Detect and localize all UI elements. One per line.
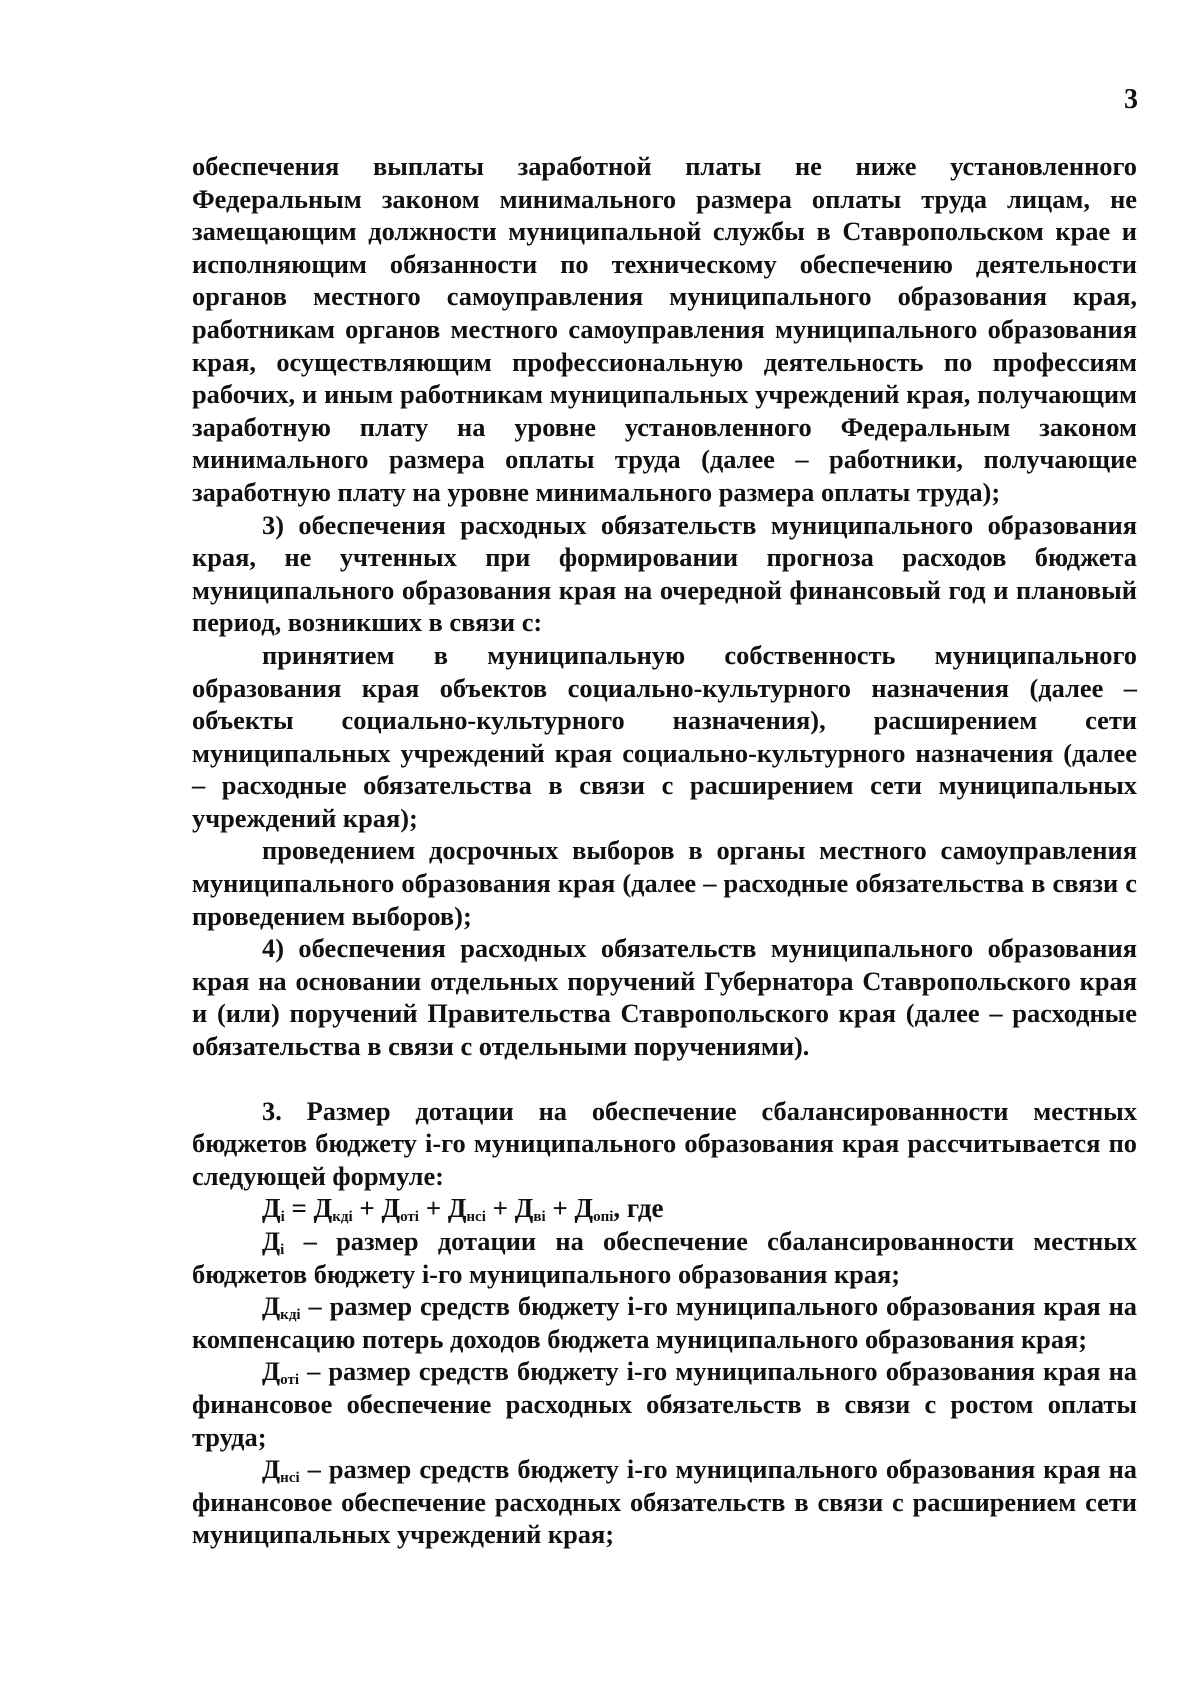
formula-term-5: Д: [574, 1193, 594, 1224]
formula-lhs: Д: [262, 1193, 281, 1224]
definition-text: – размер средств бюджету i-го муниципального образования края на финансовое обеспечение расходных обязательств в связи с ростом оплаты труда;: [192, 1356, 1137, 1452]
paragraph-subitem-social: принятием в муниципальную собственность муниципального образования края объектов социально-культурного назначения (далее – объекты социально-культурного назначения), расширением сети муниципальных учреждений края социально-культурного назначения (далее – расходные обязательства в связи с расширением сети муниципальных учреждений края);: [192, 639, 1137, 833]
definition-symbol: Д: [262, 1356, 281, 1387]
definition-di: [192, 1225, 1137, 1290]
definition-dkdi: [192, 1290, 1137, 1355]
paragraph-item-3: 3) обеспечения расходных обязательств муниципального образования края, не учтенных при формировании прогноза расходов бюджета муниципального образования края на очередной финансовый год и плановый период, возникших в связи с:: [192, 509, 1137, 638]
definition-symbol: Д: [262, 1226, 281, 1256]
formula-term-2: Д: [381, 1193, 401, 1224]
page-number: 3: [1124, 84, 1138, 115]
definition-symbol: Д: [262, 1454, 281, 1485]
definition-dnsi: [192, 1453, 1137, 1551]
formula: [192, 1192, 1137, 1225]
formula-plus: +: [418, 1193, 448, 1224]
formula-term-1-sub: кдi: [332, 1209, 353, 1226]
definition-symbol-sub: кдi: [280, 1307, 301, 1324]
formula-plus: +: [545, 1193, 575, 1224]
definition-doti: [192, 1355, 1137, 1453]
formula-term-3: Д: [447, 1193, 467, 1224]
formula-term-5-sub: опi: [593, 1209, 614, 1226]
formula-plus: +: [485, 1193, 515, 1224]
formula-plus: +: [352, 1193, 382, 1224]
formula-term-4-sub: вi: [533, 1209, 546, 1226]
formula-term-2-sub: отi: [400, 1209, 419, 1226]
formula-lhs-sub: i: [280, 1209, 285, 1226]
formula-term-1: Д: [313, 1193, 333, 1224]
paragraph-continuation: обеспечения выплаты заработной платы не ниже установленного Федеральным законом минимального размера оплаты труда лицам, не замещающим должности муниципальной службы в Ставропольском крае и исполняющим обязанности по техническому обеспечению деятельности органов местного самоуправления муниципального образования края, работникам органов местного самоуправления муниципального образования края, осуществляющим профессиональную деятельность по профессиям рабочих, и иным работникам муниципальных учреждений края, получающим заработную плату на уровне установленного Федеральным законом минимального размера оплаты труда (далее – работники, получающие заработную плату на уровне минимального размера оплаты труда);: [192, 151, 1137, 507]
formula-tail: , где: [613, 1193, 664, 1224]
formula-term-3-sub: нсi: [466, 1209, 486, 1226]
document-body: [192, 150, 1137, 1551]
definition-text: – размер средств бюджету i-го муниципального образования края на компенсацию потерь доходов бюджета муниципального образования края;: [192, 1291, 1137, 1354]
formula-term-4: Д: [514, 1193, 534, 1224]
paragraph-section-3: 3. Размер дотации на обеспечение сбалансированности местных бюджетов бюджету i-го муниципального образования края рассчитывается по следующей формуле:: [192, 1095, 1137, 1191]
definition-text: – размер дотации на обеспечение сбалансированности местных бюджетов бюджету i-го муниципального образования края;: [192, 1226, 1137, 1289]
definition-symbol: Д: [262, 1291, 281, 1322]
formula-equals: =: [284, 1193, 314, 1224]
paragraph-subitem-elections: проведением досрочных выборов в органы местного самоуправления муниципального образования края (далее – расходные обязательства в связи с проведением выборов);: [192, 835, 1137, 931]
paragraph-item-4: 4) обеспечения расходных обязательств муниципального образования края на основании отдельных поручений Губернатора Ставропольского края и (или) поручений Правительства Ставропольского края (далее – расходные обязательства в связи с отдельными поручениями).: [192, 933, 1137, 1062]
definition-text: – размер средств бюджету i-го муниципального образования края на финансовое обеспечение расходных обязательств в связи с расширением сети муниципальных учреждений края;: [192, 1454, 1137, 1550]
definition-symbol-sub: отi: [280, 1372, 300, 1389]
definition-symbol-sub: i: [280, 1242, 285, 1258]
definition-symbol-sub: нсi: [280, 1470, 300, 1487]
